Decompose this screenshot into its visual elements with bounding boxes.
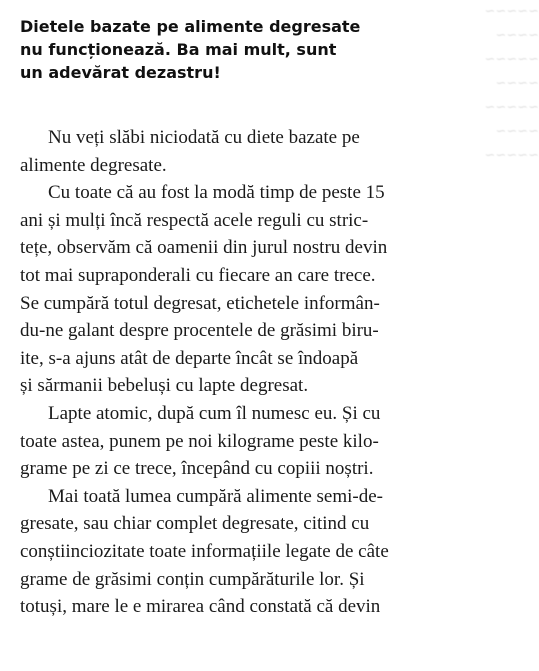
text-line: Nu veți slăbi niciodată cu diete bazate pe — [48, 127, 360, 148]
section-heading — [20, 15, 361, 84]
text-line: Mai toată lumea cumpără alimente semi-de- — [48, 485, 383, 507]
text-line: alimente degresate. — [20, 154, 167, 176]
text-line: ani și mulți încă respectă acele reguli cu stric- — [20, 209, 369, 231]
paragraph — [20, 483, 514, 621]
paragraph — [20, 124, 514, 179]
show-through-text: ~~~~~ ~~~~ ~~~~~ ~~~~ ~~~~~ ~~~~ ~~~~~ — [484, 4, 539, 163]
text-line: du-ne galant despre procentele de grăsimi biru- — [20, 320, 379, 342]
body-text — [20, 124, 514, 621]
text-line: gresate, sau chiar complet degresate, citind cu — [20, 513, 370, 535]
paragraph — [20, 400, 514, 483]
text-line: și sărmanii bebeluși cu lapte degresat. — [20, 375, 309, 397]
text-line: toate astea, punem pe noi kilograme peste kilo- — [20, 430, 379, 452]
heading-line: un adevărat dezastru! — [20, 63, 221, 82]
text-line: totuși, mare le e mirarea când constată că devin — [20, 596, 381, 618]
text-line: grame de grăsimi conțin cumpărăturile lor. Și — [20, 568, 365, 590]
text-line: conștiinciozitate toate informațiile legate de câte — [20, 540, 389, 562]
text-line: ite, s-a ajuns atât de departe încât se îndoapă — [20, 347, 359, 369]
text-line: Se cumpără totul degresat, etichetele informân- — [20, 292, 380, 314]
paragraph — [20, 179, 514, 400]
text-line: Lapte atomic, după cum îl numesc eu. Și cu — [48, 402, 381, 424]
text-line: tot mai supraponderali cu fiecare an care trece. — [20, 264, 376, 286]
text-line: tețe, observăm că oamenii din jurul nostru devin — [20, 237, 388, 259]
text-line: Cu toate că au fost la modă timp de peste 15 — [48, 182, 385, 204]
heading-line: nu funcționează. Ba mai mult, sunt — [20, 40, 337, 59]
text-line: grame pe zi ce trece, începând cu copiii noștri. — [20, 458, 374, 480]
heading-line: Dietele bazate pe alimente degresate — [20, 17, 361, 36]
